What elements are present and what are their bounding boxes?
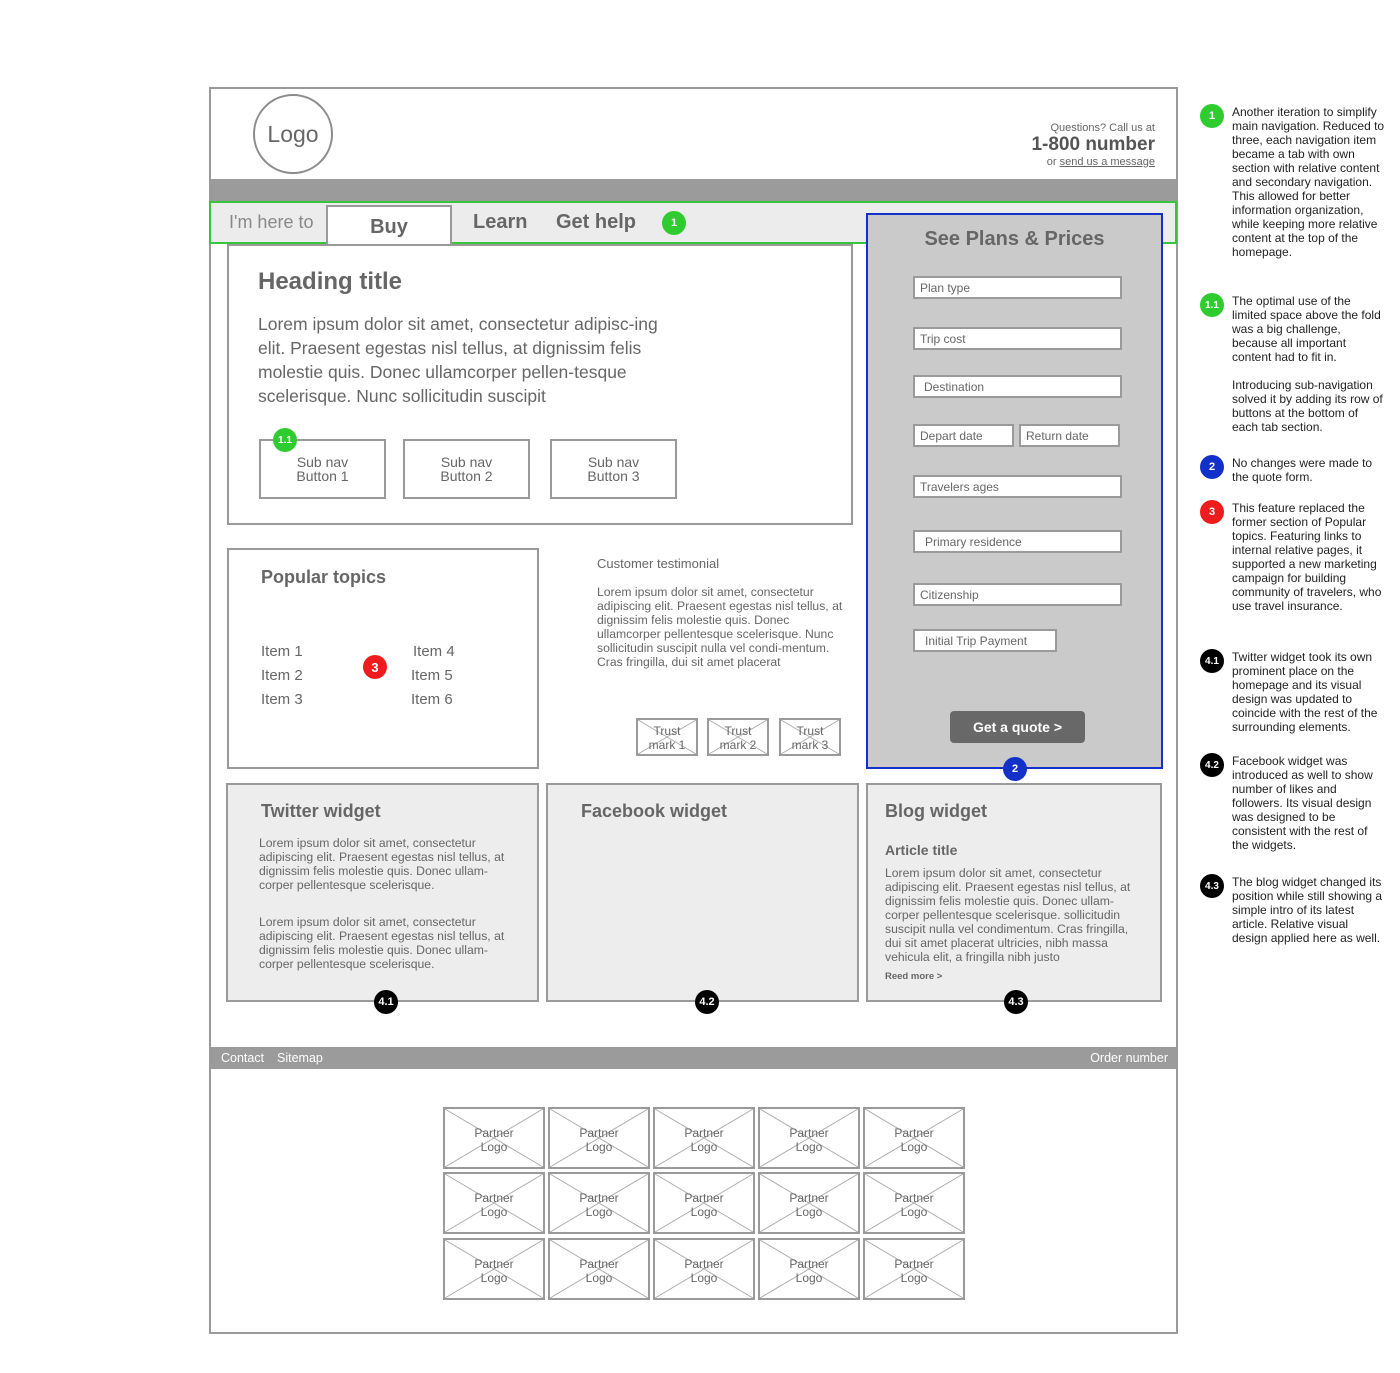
partner-logo-label: Partner Logo (579, 1191, 619, 1219)
partner-logo-label: Partner Logo (789, 1191, 829, 1219)
testimonial-text: Lorem ipsum dolor sit amet, consectetur adipiscing elit. Praesent egestas nisl tellus, at dignissim felis molestie quis. Donec ullamcorper pellentesque scelerisque. Nunc sollicitudin suscipit nulla vel condi-mentum. Cras fringilla, dui sit amet placerat (597, 585, 843, 669)
topic-item-3[interactable]: Item 3 (261, 691, 303, 708)
read-more-link[interactable]: Reed more > (885, 971, 943, 982)
trust-mark-label: Trust mark 3 (791, 724, 829, 752)
trust-mark-1 (636, 718, 698, 756)
topic-item-6[interactable]: Item 6 (411, 691, 453, 708)
twitter-text-1: Lorem ipsum dolor sit amet, consectetur adipiscing elit. Praesent egestas nisl tellus, at dignissim felis molestie quis. Donec ullam-corper pellentesque scelerisque. (259, 836, 505, 892)
partner-logo-label: Partner Logo (579, 1257, 619, 1285)
partner-logo[interactable] (758, 1238, 860, 1300)
annotation-note-badge: 4.1 (1200, 649, 1224, 673)
partner-logo[interactable] (653, 1172, 755, 1234)
trust-mark-label: Trust mark 2 (719, 724, 757, 752)
annotation-badge-3: 3 (363, 655, 387, 679)
or-text: or (1046, 156, 1060, 168)
partner-logo-label: Partner Logo (684, 1191, 724, 1219)
partner-logo[interactable] (548, 1107, 650, 1169)
partner-logo[interactable] (443, 1238, 545, 1300)
return-date-field[interactable]: Return date (1019, 424, 1120, 447)
topic-item-4[interactable]: Item 4 (413, 643, 455, 660)
annotation-badge-1-1: 1.1 (273, 428, 297, 452)
contact-link[interactable]: Contact (221, 1051, 265, 1065)
initial-trip-payment-field[interactable]: Initial Trip Payment (913, 629, 1057, 652)
tab-buy[interactable] (326, 205, 452, 247)
partner-logo[interactable] (758, 1172, 860, 1234)
send-message-link[interactable]: send us a message (1059, 156, 1155, 168)
partner-logo[interactable] (758, 1107, 860, 1169)
annotation-note-badge: 1 (1200, 104, 1224, 128)
sitemap-link[interactable]: Sitemap (277, 1051, 323, 1065)
annotation-note-text: Introducing sub-navigation solved it by adding its row of buttons at the bottom of each tab section. (1232, 378, 1383, 434)
trust-mark-2 (707, 718, 769, 756)
twitter-text-2: Lorem ipsum dolor sit amet, consectetur adipiscing elit. Praesent egestas nisl tellus, at dignissim felis molestie quis. Donec ullam-corper pellentesque scelerisque. (259, 915, 505, 971)
citizenship-field[interactable]: Citizenship (913, 583, 1122, 606)
annotation-note-badge: 4.2 (1200, 753, 1224, 777)
partner-logo-label: Partner Logo (789, 1126, 829, 1154)
contact-info (1031, 122, 1155, 168)
partner-logo-label: Partner Logo (894, 1191, 934, 1219)
sub-nav-button-3[interactable]: Sub nav Button 3 (550, 439, 677, 499)
partner-logo-label: Partner Logo (894, 1257, 934, 1285)
header-bar (211, 179, 1176, 202)
depart-date-field[interactable]: Depart date (913, 424, 1014, 447)
footer-bar (211, 1047, 1176, 1069)
partner-logo[interactable] (863, 1172, 965, 1234)
partner-logo-label: Partner Logo (894, 1126, 934, 1154)
sub-nav-button-1[interactable]: Sub nav Button 1 (259, 439, 386, 499)
tab-get-help[interactable]: Get help (556, 211, 637, 233)
hero-text: Lorem ipsum dolor sit amet, consectetur adipisc-ing elit. Praesent egestas nisl tellus, at dignissim felis molestie quis. Donec ullamcorper pellen-tesque scelerisque. Nunc sollicitudin suscipit (258, 314, 658, 406)
annotation-badge-4-2: 4.2 (695, 990, 719, 1014)
order-number-link[interactable]: Order number (1090, 1051, 1168, 1065)
partner-logo[interactable] (653, 1107, 755, 1169)
annotation-badge-4-3: 4.3 (1004, 990, 1028, 1014)
primary-residence-field[interactable]: Primary residence (913, 530, 1122, 553)
quote-form-title: See Plans & Prices (924, 228, 1105, 250)
annotation-note-badge: 3 (1200, 500, 1224, 524)
blog-article-title[interactable]: Article title (885, 842, 958, 858)
annotation-badge-4-1: 4.1 (374, 990, 398, 1014)
partner-logo-label: Partner Logo (684, 1257, 724, 1285)
get-a-quote-button[interactable]: Get a quote > (950, 711, 1085, 743)
partner-logo-label: Partner Logo (474, 1126, 514, 1154)
partner-logo[interactable] (443, 1172, 545, 1234)
topic-item-2[interactable]: Item 2 (261, 667, 303, 684)
partner-logo-label: Partner Logo (789, 1257, 829, 1285)
partner-logo-label: Partner Logo (684, 1126, 724, 1154)
questions-text: Questions? Call us at (1050, 122, 1155, 134)
heading-title: Heading title (258, 268, 403, 295)
annotation-note-badge: 4.3 (1200, 874, 1224, 898)
partner-logo-label: Partner Logo (474, 1257, 514, 1285)
annotation-note-text: Another iteration to simplify main navigation. Reduced to three, each navigation item became a tab with own section with relative content and secondary navigation. This allowed for better information organization, while keeping more relative content at the top of the homepage. (1232, 105, 1385, 259)
annotation-badge-2: 2 (1003, 757, 1027, 781)
annotation-note-text: The blog widget changed its position while still showing a simple intro of its latest article. Relative visual design applied here as well. (1232, 875, 1383, 945)
partner-logo[interactable] (863, 1238, 965, 1300)
twitter-widget-title: Twitter widget (261, 801, 381, 821)
topic-item-1[interactable]: Item 1 (261, 643, 303, 660)
partner-logo[interactable] (863, 1107, 965, 1169)
destination-field[interactable]: Destination (913, 375, 1122, 398)
nav-intro-text: I'm here to (229, 212, 314, 232)
annotation-badge-1: 1 (662, 211, 686, 235)
trip-cost-field[interactable]: Trip cost (913, 327, 1122, 350)
testimonial-label: Customer testimonial (597, 556, 720, 571)
facebook-widget-title: Facebook widget (581, 801, 728, 821)
phone-number[interactable]: 1-800 number (1031, 134, 1155, 155)
tab-buy-label: Buy (370, 215, 408, 238)
annotation-note-text: This feature replaced the former section of Popular topics. Featuring links to internal relative pages, it supported a new marketing campaign for building community of travelers, who use travel insurance. (1232, 501, 1382, 613)
annotation-note-badge: 2 (1200, 455, 1224, 479)
message-line (1031, 156, 1155, 168)
annotation-note-text: Twitter widget took its own prominent place on the homepage and its visual design was updated to coincide with the rest of the surrounding elements. (1232, 650, 1378, 734)
plan-type-field[interactable]: Plan type (913, 276, 1122, 299)
logo[interactable] (253, 94, 333, 174)
tab-learn[interactable]: Learn (473, 211, 528, 233)
partner-logo[interactable] (548, 1238, 650, 1300)
annotation-note-text: No changes were made to the quote form. (1232, 456, 1373, 484)
partner-logo[interactable] (653, 1238, 755, 1300)
partner-logo[interactable] (548, 1172, 650, 1234)
trust-mark-label: Trust mark 1 (648, 724, 686, 752)
blog-article-text: Lorem ipsum dolor sit amet, consectetur adipiscing elit. Praesent egestas nisl tellus, at dignissim felis molestie quis. Donec ullam-corper pellentesque scelerisque. sollicitudin suscipit nulla vel condimentum. Cras fringilla, dui sit amet placerat ultricies, nibh massa vehicula elit, a fringilla nibh justo (885, 866, 1131, 964)
sub-nav-button-2[interactable]: Sub nav Button 2 (403, 439, 530, 499)
logo-text: Logo (267, 120, 319, 147)
partner-logo-label: Partner Logo (579, 1126, 619, 1154)
trust-mark-3 (779, 718, 841, 756)
blog-widget-title: Blog widget (885, 801, 987, 821)
annotation-note-text: Facebook widget was introduced as well to show number of likes and followers. Its visual design was designed to be consistent with the rest of the widgets. (1232, 754, 1373, 852)
partner-logo[interactable] (443, 1107, 545, 1169)
annotation-note-badge: 1.1 (1200, 293, 1224, 317)
annotation-note-text: The optimal use of the limited space above the fold was a big challenge, because all important content had to fit in. (1232, 294, 1381, 364)
topic-item-5[interactable]: Item 5 (411, 667, 453, 684)
partner-logo-label: Partner Logo (474, 1191, 514, 1219)
travelers-ages-field[interactable]: Travelers ages (913, 475, 1122, 498)
popular-topics-title: Popular topics (261, 567, 387, 587)
